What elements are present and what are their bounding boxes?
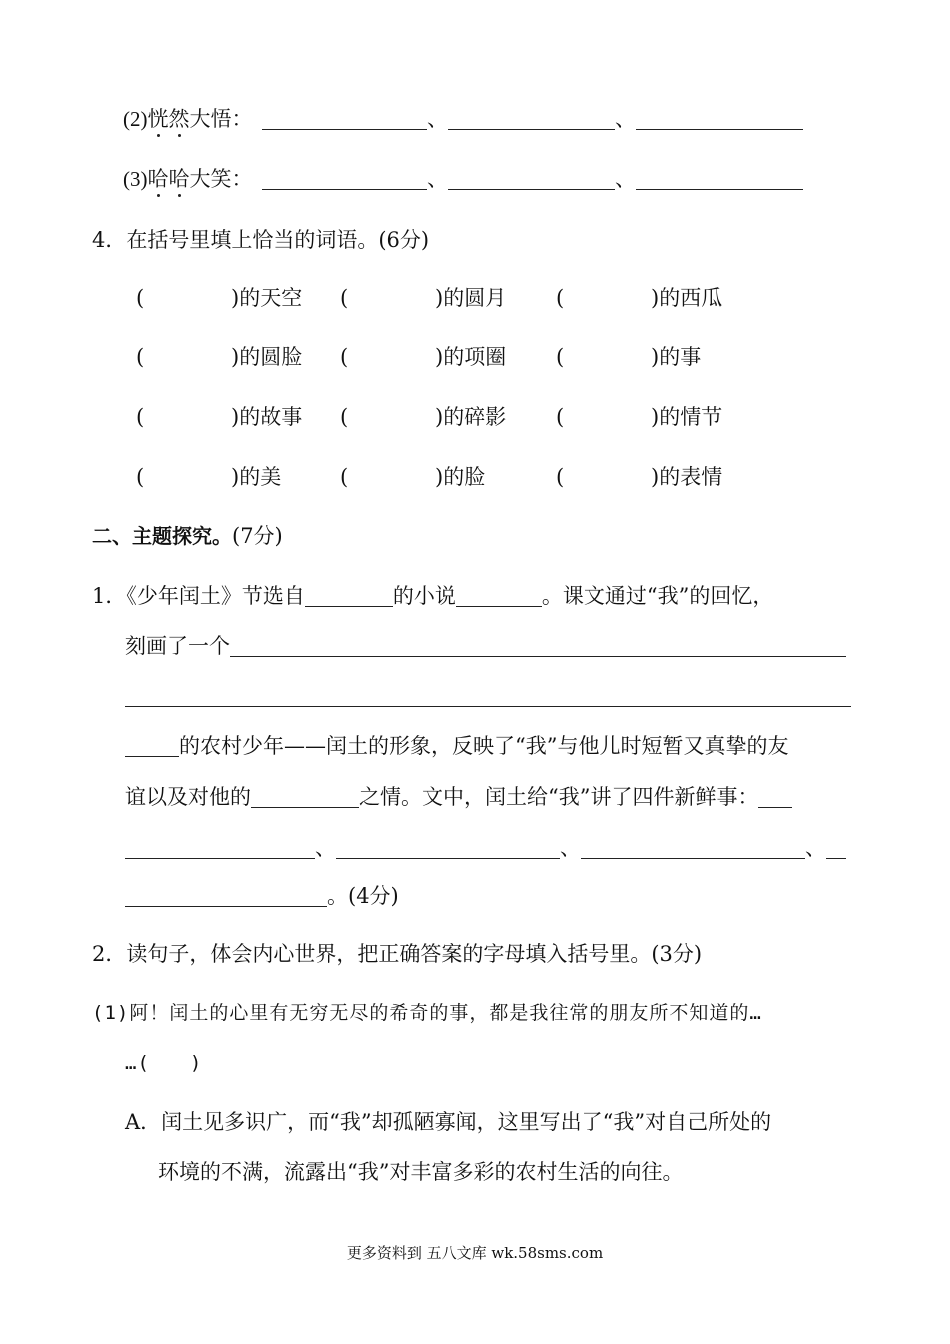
cell-text: )的圆月 [435,286,507,310]
answer-blank[interactable] [125,886,327,907]
section-heading: 二、主题探究。 [92,524,232,548]
s2q1-line-4: 的农村少年——闰土的形象，反映了“我”与他儿时短暂又真挚的友 [125,731,788,761]
answer-blank[interactable] [230,636,846,657]
left-paren: ( [340,286,349,310]
page-footer[interactable]: 更多资料到 五八文库 wk.58sms.com [346,1244,604,1262]
answer-blank[interactable] [581,838,805,859]
cell-text: )的脸 [435,465,486,489]
separator: 、 [615,167,636,191]
dotted-char: 然 [169,104,190,134]
separator: 、 [427,107,448,131]
separator: 、 [427,167,448,191]
q3-item-2-blanks [262,104,803,134]
answer-blank[interactable] [636,109,803,130]
s2q2-sub1-line-2: …( ) [125,1052,203,1074]
left-paren: ( [136,405,145,429]
answer-blank[interactable] [125,838,315,859]
answer-blank[interactable] [125,736,179,757]
answer-blank[interactable] [456,586,542,607]
answer-blank[interactable] [336,838,560,859]
cell-text: )的圆脸 [231,345,303,369]
answer-blank[interactable] [251,787,359,808]
s2q1-line-1: 1．《少年闰土》节选自 的小说 。课文通过“我”的回忆， [92,584,774,608]
answer-blank[interactable] [262,109,427,130]
left-paren: ( [136,286,145,310]
idiom-label: 大悟： [189,107,253,131]
answer-blank[interactable] [758,787,792,808]
left-paren: ( [340,405,349,429]
cell-text: )的表情 [651,465,723,489]
answer-blank[interactable] [826,838,846,859]
s2q1-line-2: 刻画了一个 [125,631,846,661]
cell-text: )的故事 [231,405,303,429]
answer-blank[interactable] [448,169,615,190]
answer-blank[interactable] [305,586,393,607]
q3-item-3 [123,164,253,194]
left-paren: ( [556,345,565,369]
cell-text: )的美 [231,465,282,489]
q4-title: 4．在括号里填上恰当的词语。(6分) [92,228,430,252]
cell-text: )的项圈 [435,345,507,369]
left-paren: ( [556,465,565,489]
left-paren: ( [136,465,145,489]
dotted-char: 恍 [148,104,169,134]
left-paren: ( [340,345,349,369]
s2q2-sub1-line-1: (1)阿！闰土的心里有无穷无尽的希奇的事，都是我往常的朋友所不知道的… [92,1002,762,1024]
answer-blank[interactable] [636,169,803,190]
s2q1-line-3 [125,681,851,711]
cell-text: )的情节 [651,405,723,429]
cell-text: )的事 [651,345,702,369]
s2q1-line-6: 、 、 、 [125,833,846,863]
cell-text: )的天空 [231,286,303,310]
section-2-title [92,521,283,551]
left-paren: ( [136,345,145,369]
dotted-char: 哈 [169,164,190,194]
s2q2-option-a-line-2: 环境的不满，流露出“我”对丰富多彩的农村生活的向往。 [158,1160,684,1184]
s2q1-line-7: 。(4分) [125,881,399,911]
left-paren: ( [556,405,565,429]
s2q1-line-5: 谊以及对他的 之情。文中，闰土给“我”讲了四件新鲜事： [125,782,792,812]
answer-blank[interactable] [125,686,851,707]
idiom-label: 大笑： [189,167,253,191]
left-paren: ( [556,286,565,310]
separator: 、 [615,107,636,131]
q3-item-2 [123,104,253,134]
answer-blank[interactable] [262,169,427,190]
q3-item-3-blanks [262,164,803,194]
cell-text: )的西瓜 [651,286,723,310]
cell-text: )的碎影 [435,405,507,429]
item-number: (3) [123,167,148,191]
dotted-char: 哈 [148,164,169,194]
answer-blank[interactable] [448,109,615,130]
section-score: (7分) [232,524,283,548]
item-number: (2) [123,107,148,131]
left-paren: ( [340,465,349,489]
s2q2-title: 2．读句子，体会内心世界，把正确答案的字母填入括号里。(3分) [92,942,703,966]
s2q2-option-a-line-1: A．闰土见多识广，而“我”却孤陋寡闻，这里写出了“我”对自己所处的 [125,1110,772,1134]
